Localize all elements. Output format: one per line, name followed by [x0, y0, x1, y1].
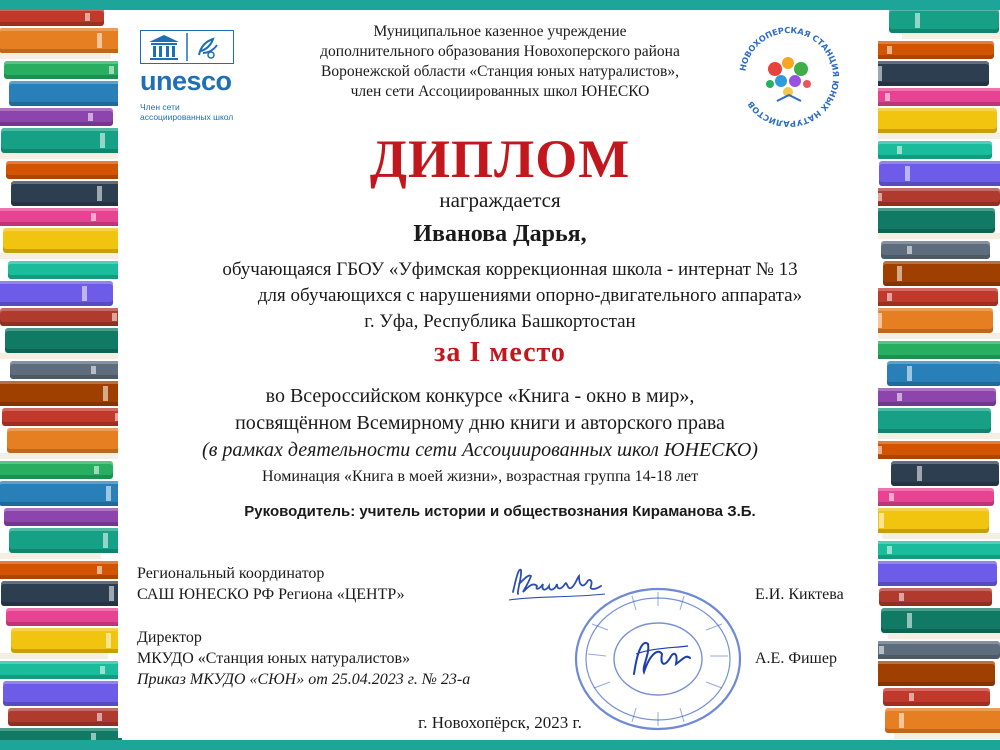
book-spine-band: [897, 146, 902, 154]
book-spine: [0, 661, 131, 679]
book-spine: [867, 288, 998, 306]
book-spine: [887, 361, 1000, 386]
unesco-emblem-box: [140, 30, 234, 64]
young-naturalists-emblem: [733, 23, 845, 131]
book-spine-band: [887, 546, 892, 554]
book-spine: [879, 588, 992, 606]
book-spine: [0, 561, 122, 579]
book-pages: [864, 233, 1000, 239]
official-stamp: [572, 584, 744, 734]
book-spine: [881, 241, 990, 259]
book-spine: [881, 608, 1000, 633]
student-line-3: г. Уфа, Республика Башкортостан: [364, 311, 636, 332]
book-spine-band: [889, 493, 894, 501]
book-spine-band: [885, 93, 890, 101]
book-spine-band: [899, 593, 904, 601]
org-line-4: член сети Ассоциированных школ ЮНЕСКО: [350, 83, 650, 100]
book-spine-band: [112, 313, 117, 321]
recipient-name: Иванова Дарья,: [413, 221, 587, 247]
director-name: А.Е. Фишер: [755, 650, 837, 667]
book-spine-band: [899, 713, 904, 728]
book-spine-band: [109, 66, 114, 74]
unesco-temple-icon: [141, 31, 233, 63]
book-spine-band: [103, 533, 108, 548]
coordinator-name: Е.И. Киктева: [755, 586, 844, 603]
book-spine-band: [907, 366, 912, 381]
contest-line-3: (в рамках деятельности сети Ассоциированных школ ЮНЕСКО): [202, 439, 758, 461]
book-spine-band: [879, 513, 884, 528]
book-spine: [875, 488, 994, 506]
book-spine: [0, 281, 113, 306]
book-spine-band: [100, 666, 105, 674]
place-award: за I место: [434, 337, 566, 368]
book-pages: [0, 253, 125, 259]
book-spine-band: [897, 393, 902, 401]
book-spine: [863, 188, 1000, 206]
book-spine-band: [106, 486, 111, 501]
book-spine-band: [91, 366, 96, 374]
book-spine: [9, 528, 122, 553]
book-spine: [879, 161, 1000, 186]
book-spine-band: [909, 693, 914, 701]
book-spine-band: [91, 213, 96, 221]
book-spine: [0, 308, 131, 326]
book-spine: [889, 8, 999, 33]
book-spine: [873, 41, 994, 59]
book-spine: [857, 441, 1000, 459]
book-spine-band: [109, 586, 114, 601]
book-spine-band: [905, 166, 910, 181]
book-spine-band: [887, 293, 892, 301]
book-spine-band: [103, 386, 108, 401]
book-spine: [0, 108, 113, 126]
book-spine: [883, 688, 990, 706]
unesco-wordmark: unesco: [140, 66, 232, 96]
book-spine-band: [106, 633, 111, 648]
book-spine: [0, 28, 122, 53]
bottom-border: [0, 740, 1000, 750]
student-line-1: обучающаяся ГБОУ «Уфимская коррекционная школа - интернат № 13: [222, 259, 798, 280]
book-spine: [0, 461, 113, 479]
book-spine-band: [97, 566, 102, 574]
book-pages: [876, 433, 1000, 439]
awarded-text: награждается: [439, 188, 561, 212]
book-spine-band: [917, 466, 922, 481]
book-spine: [861, 541, 1000, 559]
book-spine: [871, 388, 996, 406]
book-spine: [877, 141, 992, 159]
footer-city-year: г. Новохопёрск, 2023 г.: [418, 713, 582, 732]
book-spine-band: [94, 466, 99, 474]
book-spine: [0, 8, 104, 26]
book-pages: [902, 33, 1000, 39]
contest-line-2: посвящённом Всемирному дню книги и авторского права: [235, 412, 725, 434]
leader-line: Руководитель: учитель истории и обществознания Кираманова З.Б.: [244, 503, 756, 520]
book-spine-band: [915, 13, 920, 28]
contest-line-1: во Всероссийском конкурсе «Книга - окно в мир»,: [265, 385, 695, 407]
book-spine-band: [879, 646, 884, 654]
book-spine-band: [85, 13, 90, 21]
coordinator-title-1: Региональный координатор: [137, 565, 325, 582]
book-spine: [859, 88, 1000, 106]
book-spine-band: [82, 286, 87, 301]
unesco-subtitle-line1: Член сети: [140, 102, 180, 112]
book-pages: [858, 133, 1000, 139]
org-line-2: дополнительного образования Новохоперского района: [320, 43, 680, 60]
book-spine-band: [887, 46, 892, 54]
book-spine-band: [97, 33, 102, 48]
student-line-2: для обучающихся с нарушениями опорно-двигательного аппарата»: [257, 285, 803, 306]
book-spine: [885, 708, 1000, 733]
book-pages: [0, 653, 108, 659]
book-pages: [0, 153, 118, 159]
book-spine-band: [907, 246, 912, 254]
book-pages: [894, 733, 1000, 739]
unesco-subtitle: [140, 102, 233, 122]
book-spine: [11, 628, 131, 653]
book-spine-band: [100, 133, 105, 148]
book-pages: [888, 633, 1000, 639]
coordinator-title-2: САШ ЮНЕСКО РФ Региона «ЦЕНТР»: [137, 586, 405, 603]
book-pages: [0, 553, 101, 559]
book-spine: [891, 461, 999, 486]
book-spine: [859, 508, 989, 533]
book-spine: [883, 261, 1000, 286]
book-spine: [8, 708, 122, 726]
book-pages: [0, 53, 111, 59]
book-spine-band: [907, 613, 912, 628]
emblem-ring-text: НОВОХОПЕРСКАЯ СТАНЦИЯ ЮНЫХ НАТУРАЛИСТОВ: [737, 24, 842, 130]
unesco-logo: [140, 30, 240, 130]
book-spine: [0, 481, 131, 506]
book-spine: [865, 641, 1000, 659]
director-title-1: Директор: [137, 629, 202, 646]
book-spine-band: [97, 186, 102, 201]
book-spine: [1, 128, 131, 153]
org-line-3: Воронежской области «Станция юных натуралистов»,: [321, 63, 679, 80]
book-spine-band: [97, 713, 102, 721]
book-pages: [870, 333, 1000, 339]
book-spine-band: [88, 113, 93, 121]
book-spine: [0, 381, 122, 406]
diploma-title: ДИПЛОМ: [369, 129, 631, 189]
director-title-2: МКУДО «Станция юных натуралистов»: [137, 650, 411, 667]
top-border: [0, 0, 1000, 10]
org-line-1: Муниципальное казенное учреждение: [373, 23, 627, 40]
unesco-subtitle-line2: ассоциированных школ: [140, 112, 234, 122]
book-spine: [0, 208, 122, 226]
nomination: Номинация «Книга в моей жизни», возрастная группа 14-18 лет: [261, 468, 699, 485]
book-spine: [10, 361, 122, 379]
order-line: Приказ МКУДО «СЮН» от 25.04.2023 г. № 23-а: [137, 671, 471, 688]
book-pages: [882, 533, 1000, 539]
book-spine: [11, 181, 122, 206]
book-spine-band: [897, 266, 902, 281]
book-pages: [0, 353, 132, 359]
